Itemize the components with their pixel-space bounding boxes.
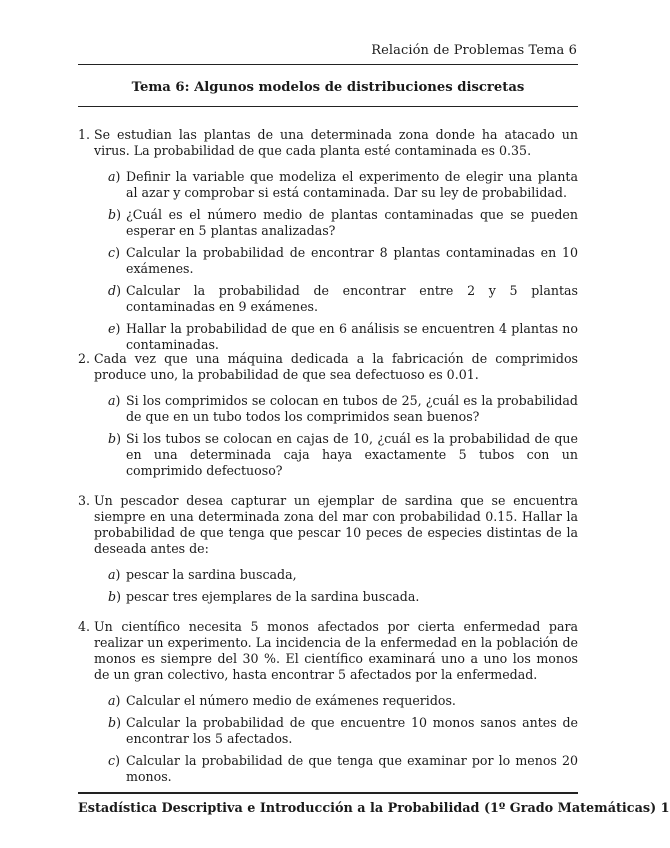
subproblem-label: a xyxy=(108,567,116,582)
subproblem-text: Calcular la probabilidad de encontrar entre 2 y 5 plantas contaminadas en 9 exámenes. xyxy=(126,283,578,314)
footer xyxy=(78,801,670,816)
subproblem-label: c xyxy=(108,245,116,260)
subproblem-text: Si los comprimidos se colocan en tubos de 25, ¿cuál es la probabilidad de que en un tubo todos los comprimidos sean buenos? xyxy=(126,393,578,424)
subproblem-a: a) Calcular el número medio de exámenes requeridos. xyxy=(108,693,456,708)
problem-4 xyxy=(78,619,578,791)
subproblem-text: Hallar la probabilidad de que en 6 análisis se encuentren 4 plantas no contaminadas. xyxy=(126,321,578,352)
subproblem-label: a xyxy=(108,169,116,184)
subproblem-a: a) pescar la sardina buscada, xyxy=(108,567,297,582)
page-number: 1 xyxy=(660,801,670,816)
problem-3 xyxy=(78,493,578,611)
problem-statement: Un pescador desea capturar un ejemplar de sardina que se encuentra siempre en una determinada zona del mar con probabilidad 0.15. Hallar la probabilidad de que tenga que pescar 10 peces de especies distintas de la deseada antes de: xyxy=(94,493,578,556)
subproblem-text: pescar la sardina buscada, xyxy=(126,567,297,582)
document-title: Tema 6: Algunos modelos de distribuciones discretas xyxy=(131,80,525,95)
running-header: Relación de Problemas Tema 6 xyxy=(371,43,577,58)
subproblem-text: Si los tubos se colocan en cajas de 10, ¿cuál es la probabilidad de que en una determinada caja haya exactamente 5 tubos con un comprimido defectuoso? xyxy=(126,431,578,478)
subproblem-label: b xyxy=(108,207,117,222)
subproblem-text: Definir la variable que modeliza el experimento de elegir una planta al azar y comprobar si está contaminada. Dar su ley de probabilidad. xyxy=(126,169,578,200)
subproblem-text: Calcular el número medio de exámenes requeridos. xyxy=(126,693,456,708)
subproblem-text: Calcular la probabilidad de que encuentre 10 monos sanos antes de encontrar los 5 afectados. xyxy=(126,715,578,746)
subproblem-text: ¿Cuál es el número medio de plantas contaminadas que se pueden esperar en 5 plantas analizadas? xyxy=(126,207,578,238)
subproblem-d: d) Calcular la probabilidad de encontrar entre 2 y 5 plantas contaminadas en 9 exámenes. xyxy=(108,283,578,314)
subproblem-text: Calcular la probabilidad de que tenga que examinar por lo menos 20 monos. xyxy=(126,753,578,784)
subproblem-a: a) Definir la variable que modeliza el experimento de elegir una planta al azar y comprobar si está contaminada. Dar su ley de probabilidad. xyxy=(108,169,578,200)
problem-number: 1. xyxy=(78,127,91,142)
subproblem-list xyxy=(94,169,578,353)
subproblem-b: b) pescar tres ejemplares de la sardina buscada. xyxy=(108,589,420,604)
subproblem-text: pescar tres ejemplares de la sardina buscada. xyxy=(126,589,420,604)
problem-statement: Cada vez que una máquina dedicada a la fabricación de comprimidos produce uno, la probabilidad de que sea defectuoso es 0.01. xyxy=(94,351,578,382)
subproblem-list xyxy=(94,393,578,479)
subproblem-text: Calcular la probabilidad de encontrar 8 plantas contaminadas en 10 exámenes. xyxy=(126,245,578,276)
subproblem-list xyxy=(94,693,578,785)
problem-number: 3. xyxy=(78,493,91,508)
footer-rule xyxy=(78,792,578,794)
subproblem-b: b) Calcular la probabilidad de que encuentre 10 monos sanos antes de encontrar los 5 afectados. xyxy=(108,715,578,746)
subproblem-label: a xyxy=(108,393,116,408)
subproblem-e: e) Hallar la probabilidad de que en 6 análisis se encuentren 4 plantas no contaminadas. xyxy=(108,321,578,352)
subproblem-b: b) ¿Cuál es el número medio de plantas contaminadas que se pueden esperar en 5 plantas analizadas? xyxy=(108,207,578,238)
problem-number: 4. xyxy=(78,619,91,634)
subproblem-label: b xyxy=(108,431,117,446)
footer-course-title: Estadística Descriptiva e Introducción a la Probabilidad (1º Grado Matemáticas) xyxy=(78,801,657,816)
subproblem-label: e xyxy=(108,321,116,336)
subproblem-label: a xyxy=(108,693,116,708)
subproblem-b: b) Si los tubos se colocan en cajas de 10, ¿cuál es la probabilidad de que en una determinada caja haya exactamente 5 tubos con un comprimido defectuoso? xyxy=(108,431,578,478)
subproblem-a: a) Si los comprimidos se colocan en tubos de 25, ¿cuál es la probabilidad de que en un tubo todos los comprimidos sean buenos? xyxy=(108,393,578,424)
subproblem-label: b xyxy=(108,589,117,604)
problem-1 xyxy=(78,127,578,359)
problem-number: 2. xyxy=(78,351,91,366)
problem-statement: Se estudian las plantas de una determinada zona donde ha atacado un virus. La probabilidad de que cada planta esté contaminada es 0.35. xyxy=(94,127,578,158)
subproblem-label: c xyxy=(108,753,116,768)
subproblem-c: c) Calcular la probabilidad de encontrar 8 plantas contaminadas en 10 exámenes. xyxy=(108,245,578,276)
title-rule xyxy=(78,106,578,107)
subproblem-c: c) Calcular la probabilidad de que tenga que examinar por lo menos 20 monos. xyxy=(108,753,578,784)
header-rule xyxy=(78,64,578,65)
subproblem-label: d xyxy=(108,283,117,298)
subproblem-list xyxy=(94,567,578,605)
subproblem-label: b xyxy=(108,715,117,730)
problem-statement: Un científico necesita 5 monos afectados por cierta enfermedad para realizar un experimento. La incidencia de la enfermedad en la población de monos es siempre del 30 %. El científico examinará uno a uno los monos de un gran colectivo, hasta encontrar 5 afectados por la enfermedad. xyxy=(94,619,578,682)
problem-2 xyxy=(78,351,578,485)
